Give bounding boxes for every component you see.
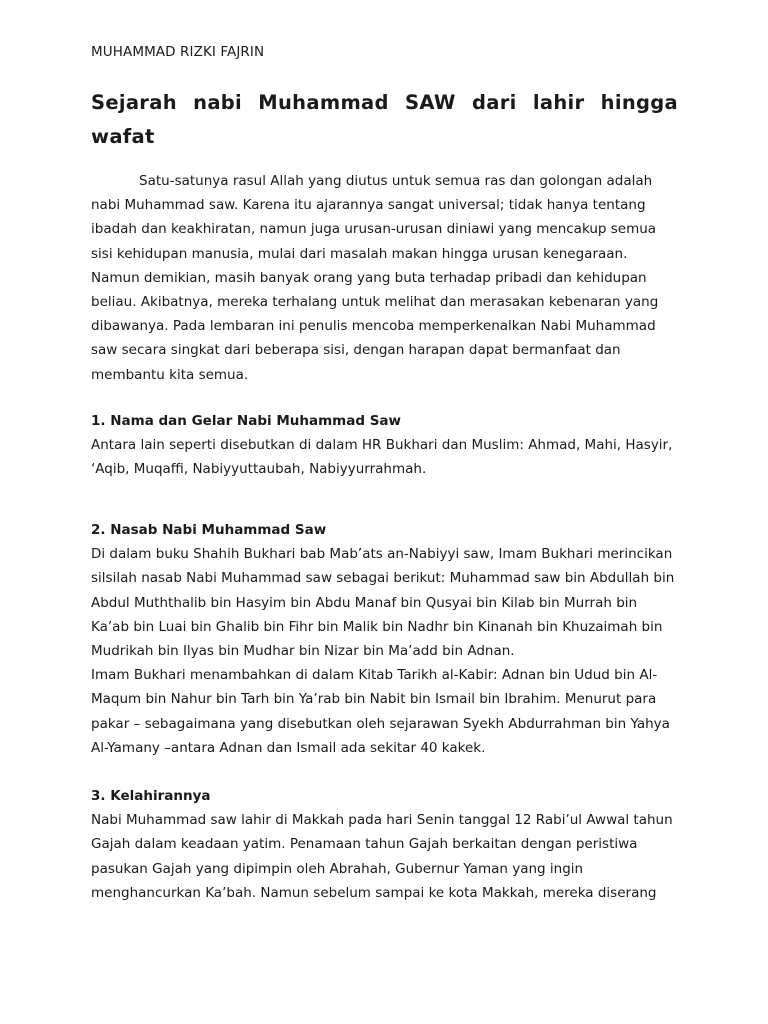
document-title: Sejarah nabi Muhammad SAW dari lahir hingga wafat <box>91 91 678 148</box>
section-kelahiran <box>91 784 691 905</box>
paragraph-line: nabi Muhammad saw. Karena itu ajarannya sangat universal; tidak hanya tentang <box>91 197 646 214</box>
paragraph-line: Ka’ab bin Luai bin Ghalib bin Fihr bin Malik bin Nadhr bin Kinanah bin Khuzaimah bin <box>91 618 663 635</box>
paragraph-line: ‘Aqib, Muqaffi, Nabiyyuttaubah, Nabiyyurrahmah. <box>91 461 427 478</box>
paragraph-line: menghancurkan Ka’bah. Namun sebelum sampai ke kota Makkah, mereka diserang <box>91 884 657 901</box>
paragraph-line: Mudrikah bin Ilyas bin Mudhar bin Nizar bin Ma’add bin Adnan. <box>91 642 515 659</box>
section-heading: 1. Nama dan Gelar Nabi Muhammad Saw <box>91 413 401 429</box>
paragraph-line: pasukan Gajah yang dipimpin oleh Abrahah, Gubernur Yaman yang ingin <box>91 860 584 877</box>
paragraph-line: Maqum bin Nahur bin Tarh bin Ya’rab bin Nabit bin Ismail bin Ibrahim. Menurut para <box>91 691 657 708</box>
paragraph-line: ibadah dan keakhiratan, namun juga urusan-urusan diniawi yang mencakup semua <box>91 221 657 238</box>
paragraph-line: saw secara singkat dari beberapa sisi, dengan harapan dapat bermanfaat dan <box>91 342 621 359</box>
paragraph-line: Nabi Muhammad saw lahir di Makkah pada hari Senin tanggal 12 Rabi’ul Awwal tahun <box>91 812 673 829</box>
intro-paragraph <box>91 169 691 387</box>
paragraph-line: membantu kita semua. <box>91 366 249 383</box>
paragraph-line: Namun demikian, masih banyak orang yang buta terhadap pribadi dan kehidupan <box>91 269 647 286</box>
paragraph-line: Al-Yamany –antara Adnan dan Ismail ada sekitar 40 kakek. <box>91 739 486 756</box>
paragraph-line: Gajah dalam keadaan yatim. Penamaan tahun Gajah berkaitan dengan peristiwa <box>91 836 638 853</box>
paragraph-line: silsilah nasab Nabi Muhammad saw sebagai berikut: Muhammad saw bin Abdullah bin <box>91 570 675 587</box>
paragraph-line: sisi kehidupan manusia, mulai dari masalah makan hingga urusan kenegaraan. <box>91 245 628 262</box>
paragraph-line: Antara lain seperti disebutkan di dalam HR Bukhari dan Muslim: Ahmad, Mahi, Hasyir, <box>91 437 673 454</box>
section-heading: 2. Nasab Nabi Muhammad Saw <box>91 522 327 538</box>
paragraph-line: dibawanya. Pada lembaran ini penulis mencoba memperkenalkan Nabi Muhammad <box>91 318 656 335</box>
author-name: MUHAMMAD RIZKI FAJRIN <box>91 44 265 60</box>
paragraph-line: Satu-satunya rasul Allah yang diutus untuk semua ras dan golongan adalah <box>139 173 653 189</box>
paragraph-line: pakar – sebagaimana yang disebutkan oleh sejarawan Syekh Abdurrahman bin Yahya <box>91 715 670 732</box>
paragraph-line: Di dalam buku Shahih Bukhari bab Mab’ats an-Nabiyyi saw, Imam Bukhari merincikan <box>91 546 673 563</box>
section-heading: 3. Kelahirannya <box>91 788 211 804</box>
paragraph-line: beliau. Akibatnya, mereka terhalang untuk melihat dan merasakan kebenaran yang <box>91 293 659 310</box>
paragraph-line: Abdul Muththalib bin Hasyim bin Abdu Manaf bin Qusyai bin Kilab bin Murrah bin <box>91 594 638 611</box>
section-nama-dan-gelar <box>91 409 691 482</box>
paragraph-line: Imam Bukhari menambahkan di dalam Kitab Tarikh al-Kabir: Adnan bin Udud bin Al- <box>91 667 658 684</box>
section-nasab <box>91 518 691 760</box>
